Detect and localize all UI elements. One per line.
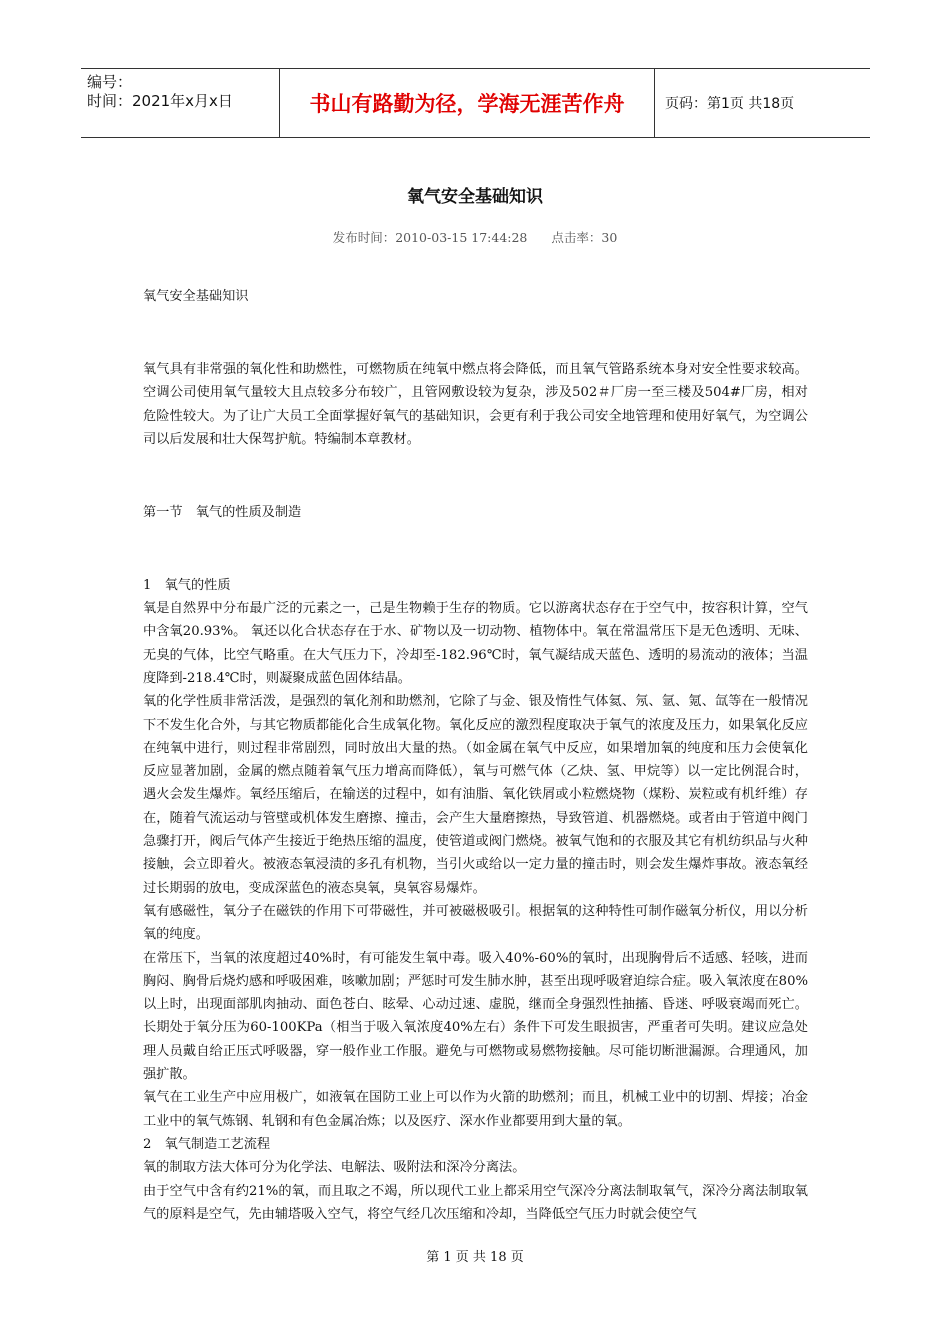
paragraph: 氧是自然界中分布最广泛的元素之一，己是生物赖于生存的物质。它以游离状态存在于空气中，按容积计算，空气中含氧20.93%。 氧还以化合状态存在于水、矿物以及一切动物、植物体中。氧在常温常压下是无色透明、无味、无臭的气体，比空气略重。在大气压力下，冷却至-182.96℃时，氧气凝结成天蓝色、透明的易流动的液体；当温度降到-218.4℃时，则凝聚成蓝色固体结晶。 — [143, 601, 808, 686]
paragraph-gap — [143, 464, 808, 487]
paragraph: 氧的化学性质非常活泼，是强烈的氧化剂和助燃剂，它除了与金、银及惰性气体氦、氖、氩、氪、氙等在一般情况下不发生化合外，与其它物质都能化合生成氧化物。氧化反应的激烈程度取决于氧气的浓度及压力，如果氧化反应在纯氧中进行，则过程非常剧烈，同时放出大量的热。（如金属在氧气中反应，如果增加氧的纯度和压力会使氧化反应显著加剧，金属的燃点随着氧气压力增高而降低），氧与可燃气体（乙炔、氢、甲烷等）以一定比例混合时，遇火会发生爆炸。氧经压缩后，在输送的过程中，如有油脂、氧化铁屑或小粒燃烧物（煤粉、炭粒或有机纤维）存在，随着气流运动与管壁或机体发生磨擦、撞击，会产生大量磨擦热，导致管道、机器燃烧。或者由于管道中阀门急骤打开，阀后气体产生接近于绝热压缩的温度，使管道或阀门燃烧。被氧气饱和的衣服及其它有机纺织品与火种接触，会立即着火。被液态氧浸渍的多孔有机物，当引火或给以一定力量的撞击时，则会发生爆炸事故。液态氧经过长期弱的放电，变成深蓝色的液态臭氧，臭氧容易爆炸。 — [143, 694, 808, 896]
click-count: 点击率：30 — [551, 230, 618, 245]
article-title: 氧气安全基础知识 — [407, 187, 543, 207]
paragraph: 第一节 氧气的性质及制造 — [143, 504, 302, 520]
document-header — [81, 68, 870, 138]
header-divider — [654, 69, 655, 137]
article-body — [143, 285, 808, 1226]
article-meta — [0, 228, 950, 246]
paragraph: 氧有感磁性，氧分子在磁铁的作用下可带磁性，并可被磁极吸引。根据氧的这种特性可制作磁氧分析仪，用以分析氧的纯度。 — [143, 903, 808, 943]
paragraph: 氧气具有非常强的氧化性和助燃性，可燃物质在纯氧中燃点将会降低，而且氧气管路系统本身对安全性要求较高。空调公司使用氧气量较大且点较多分布较广，且管网敷设较为复杂，涉及502＃厂房一至三楼及504#厂房，相对危险性较大。为了让广大员工全面掌握好氧气的基础知识，会更有利于我公司安全地管理和使用好氧气，为空调公司以后发展和壮大保驾护航。特编制本章教材。 — [143, 361, 808, 447]
time-label: 时间：2021年x月x日 — [87, 92, 233, 110]
paragraph: 在常压下，当氧的浓度超过40%时，有可能发生氧中毒。吸入40%-60%的氧时，出现胸骨后不适感、轻咳，进而胸闷、胸骨后烧灼感和呼吸困难，咳嗽加剧；严惩时可发生肺水肿，甚至出现呼吸窘迫综合症。吸入氧浓度在80%以上时，出现面部肌肉抽动、面色苍白、眩晕、心动过速、虚脱，继而全身强烈性抽搐、昏迷、呼吸衰竭而死亡。长期处于氧分压为60-100KPa（相当于吸入氧浓度40%左右）条件下可发生眼损害，严重者可失明。建议应急处理人员戴自给正压式呼吸器，穿一般作业工作服。避免与可燃物或易燃物接触。尽可能切断泄漏源。合理通风，加强扩散。 — [143, 950, 808, 1083]
header-motto: 书山有路勤为径，学海无涯苦作舟 — [309, 92, 625, 116]
header-info-cell — [81, 69, 279, 137]
paragraph-gap — [143, 321, 808, 344]
paragraph: 氧气安全基础知识 — [143, 289, 249, 304]
page-footer: 第 1 页 共 18 页 — [426, 1250, 524, 1265]
paragraph: 由于空气中含有约21%的氧，而且取之不竭，所以现代工业上都采用空气深冷分离法制取氧气，深冷分离法制取氧气的原料是空气，先由辅塔吸入空气，将空气经几次压缩和冷却，当降低空气压力时就会使空气 — [143, 1183, 808, 1222]
paragraph: 1 氧气的性质 — [143, 577, 231, 593]
paragraph-gap — [143, 537, 808, 560]
header-page-info: 页码：第1页 共18页 — [665, 96, 795, 112]
publish-time: 发布时间：2010-03-15 17:44:28 — [332, 230, 528, 245]
paragraph: 氧气在工业生产中应用极广，如液氧在国防工业上可以作为火箭的助燃剂；而且，机械工业中的切割、焊接；冶金工业中的氧气炼钢、轧钢和有色金属冶炼；以及医疗、深水作业都要用到大量的氧。 — [143, 1090, 808, 1129]
number-label: 编号： — [87, 73, 133, 91]
paragraph: 氧的制取方法大体可分为化学法、电解法、吸附法和深冷分离法。 — [143, 1160, 526, 1176]
paragraph: 2 氧气制造工艺流程 — [143, 1136, 271, 1152]
